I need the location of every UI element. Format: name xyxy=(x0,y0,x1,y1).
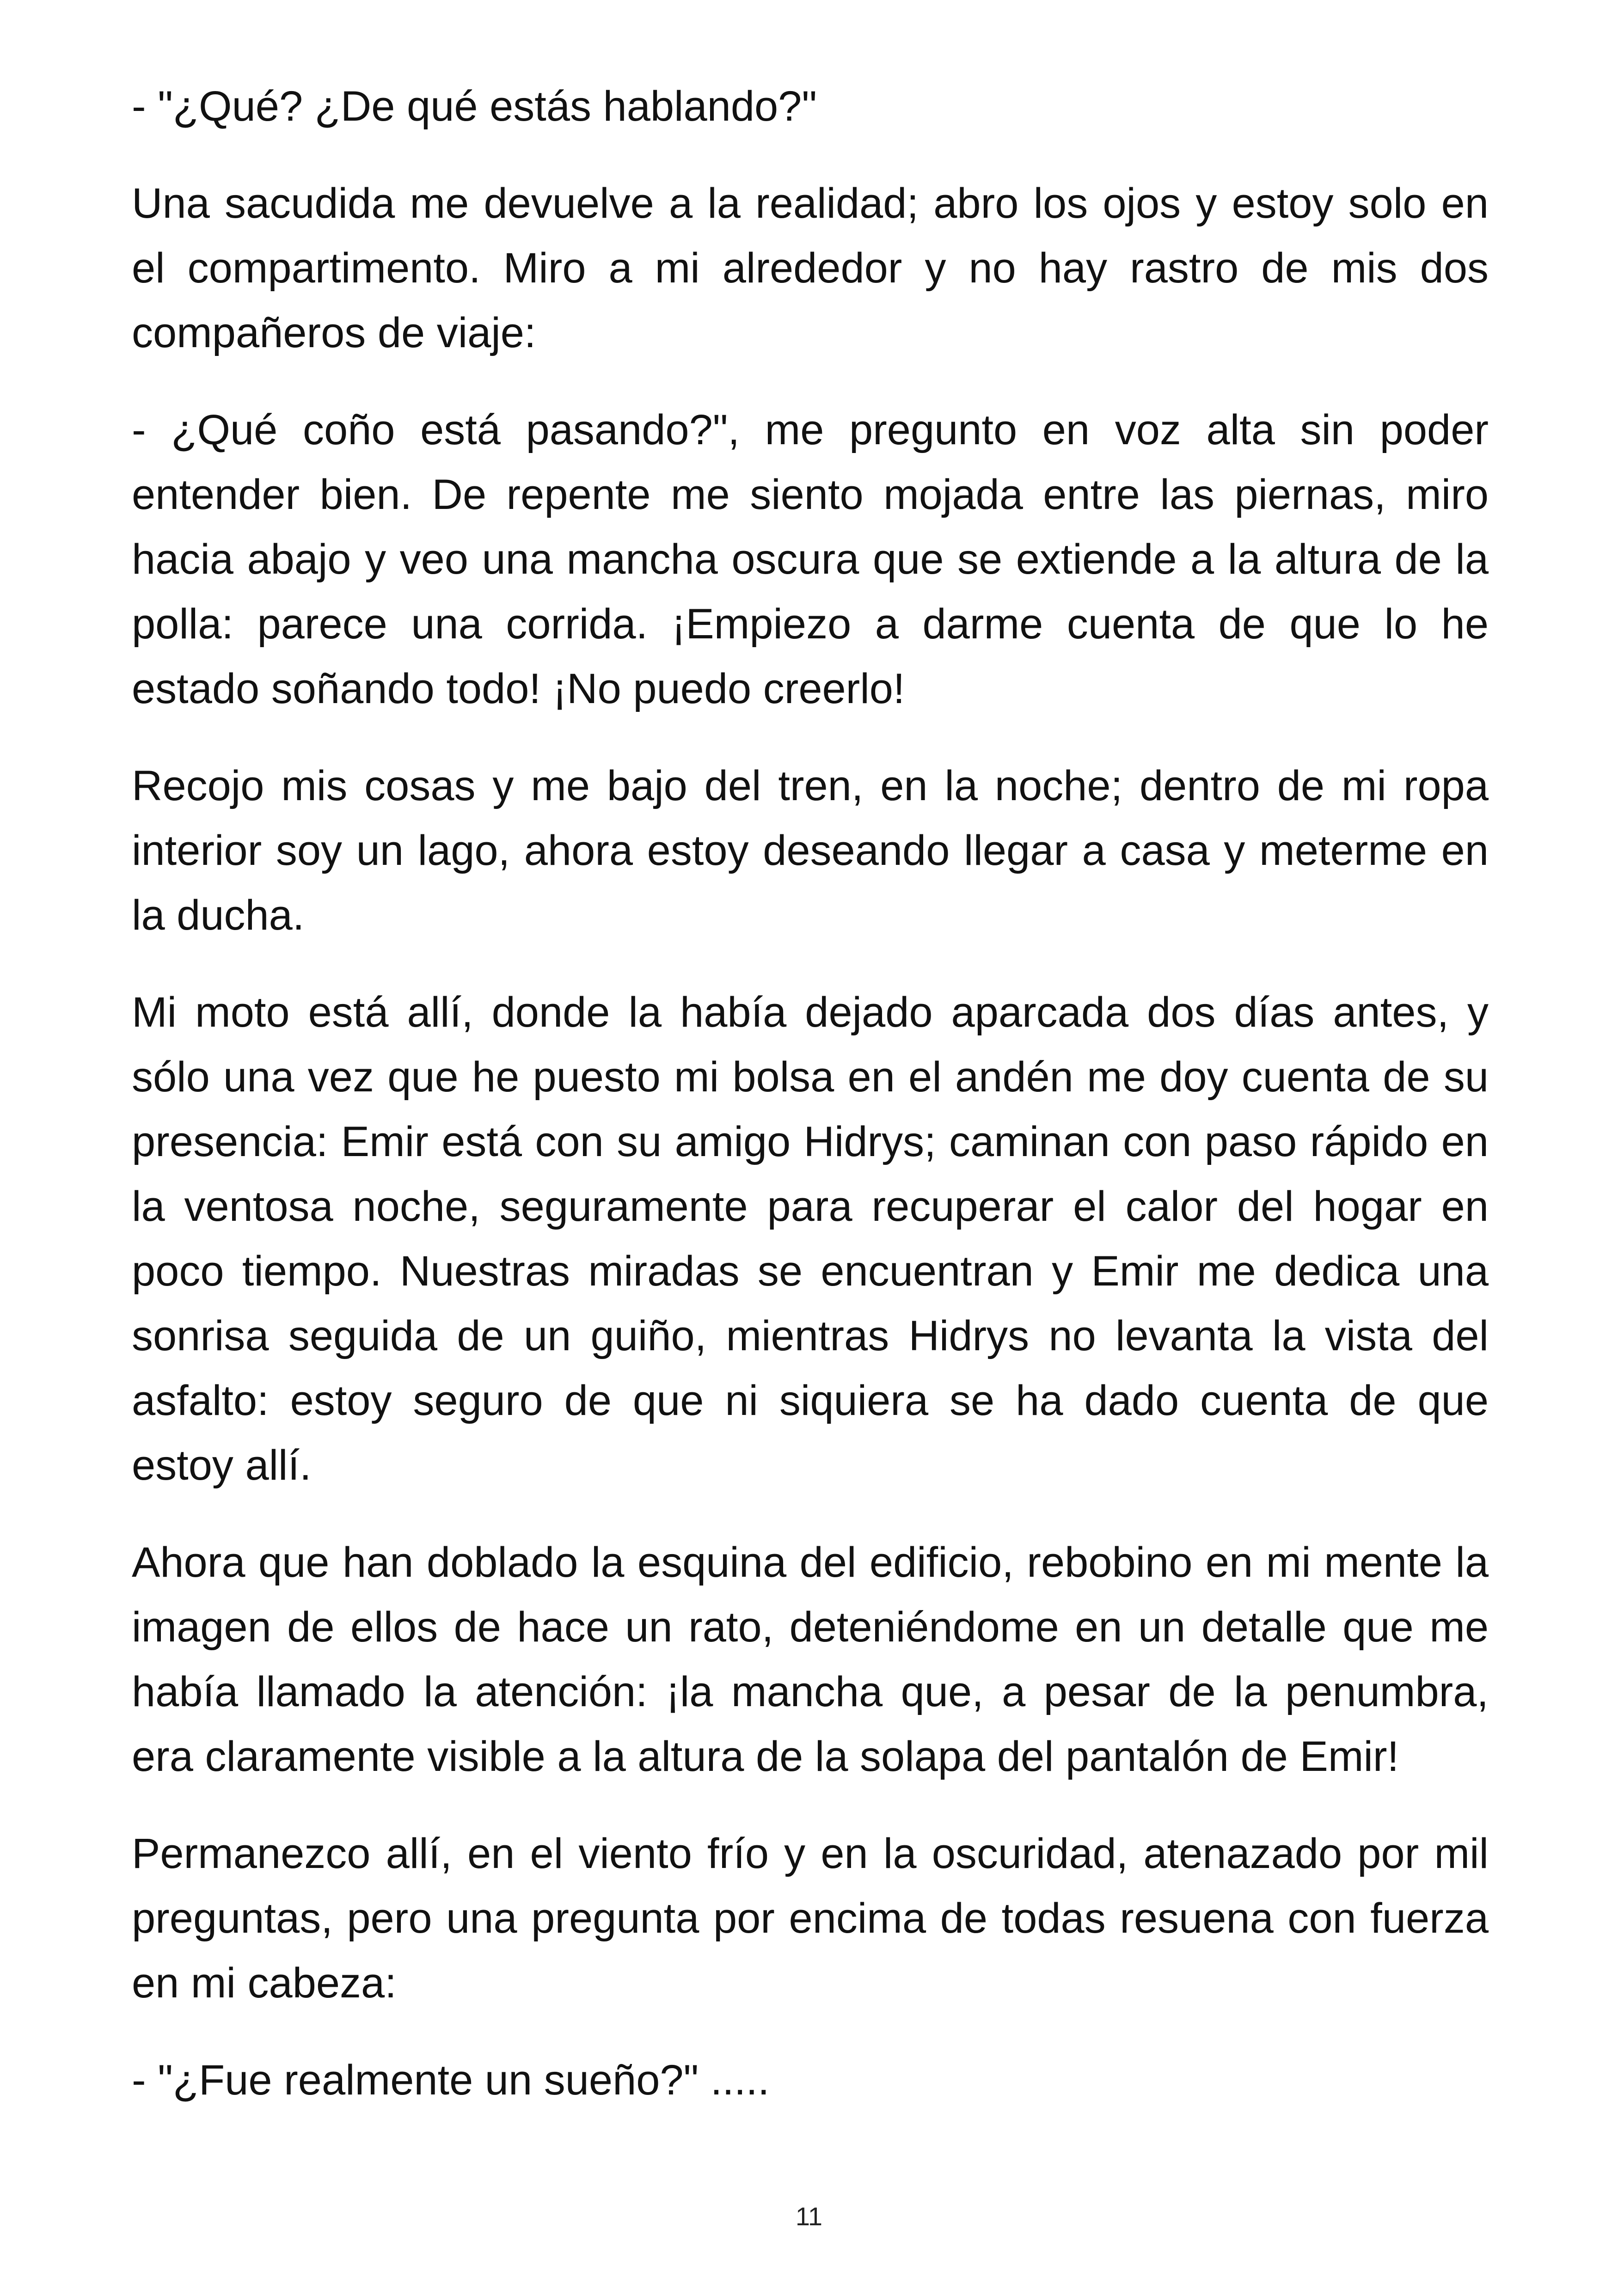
paragraph-5: Mi moto está allí, donde la había dejado aparcada dos días antes, y sólo una vez que he puesto mi bolsa en el andén me doy cuenta de su presencia: Emir está con su amigo Hidrys; caminan con paso rápido en la ventosa noche, seguramente para recuperar el calor del hogar en poco tiempo. Nuestras miradas se encuentran y Emir me dedica una sonrisa seguida de un guiño, mientras Hidrys no levanta la vista del asfalto: estoy seguro de que ni siquiera se ha dado cuenta de que estoy allí. xyxy=(132,989,1489,1489)
paragraph-4: Recojo mis cosas y me bajo del tren, en la noche; dentro de mi ropa interior soy un lago, ahora estoy deseando llegar a casa y meterme en la ducha. xyxy=(132,762,1489,939)
paragraph-6: Ahora que han doblado la esquina del edificio, rebobino en mi mente la imagen de ellos de hace un rato, deteniéndome en un detalle que me había llamado la atención: ¡la mancha que, a pesar de la penumbra, era claramente visible a la altura de la solapa del pantalón de Emir! xyxy=(132,1539,1489,1780)
paragraph-3: - ¿Qué coño está pasando?", me pregunto en voz alta sin poder entender bien. De repente me siento mojada entre las piernas, miro hacia abajo y veo una mancha oscura que se extiende a la altura de la polla: parece una corrida. ¡Empiezo a darme cuenta de que lo he estado soñando todo! ¡No puedo creerlo! xyxy=(132,406,1489,712)
paragraph-2: Una sacudida me devuelve a la realidad; abro los ojos y estoy solo en el compartimento. Miro a mi alrededor y no hay rastro de mis dos compañeros de viaje: xyxy=(132,180,1489,356)
paragraph-1: - "¿Qué? ¿De qué estás hablando?" xyxy=(132,83,817,130)
page-number: 11 xyxy=(795,2202,823,2231)
paragraph-8: - "¿Fue realmente un sueño?" ..... xyxy=(132,2057,770,2104)
document-page xyxy=(132,74,1489,2145)
paragraph-7: Permanezco allí, en el viento frío y en la oscuridad, atenazado por mil preguntas, pero una pregunta por encima de todas resuena con fuerza en mi cabeza: xyxy=(132,1830,1489,2007)
